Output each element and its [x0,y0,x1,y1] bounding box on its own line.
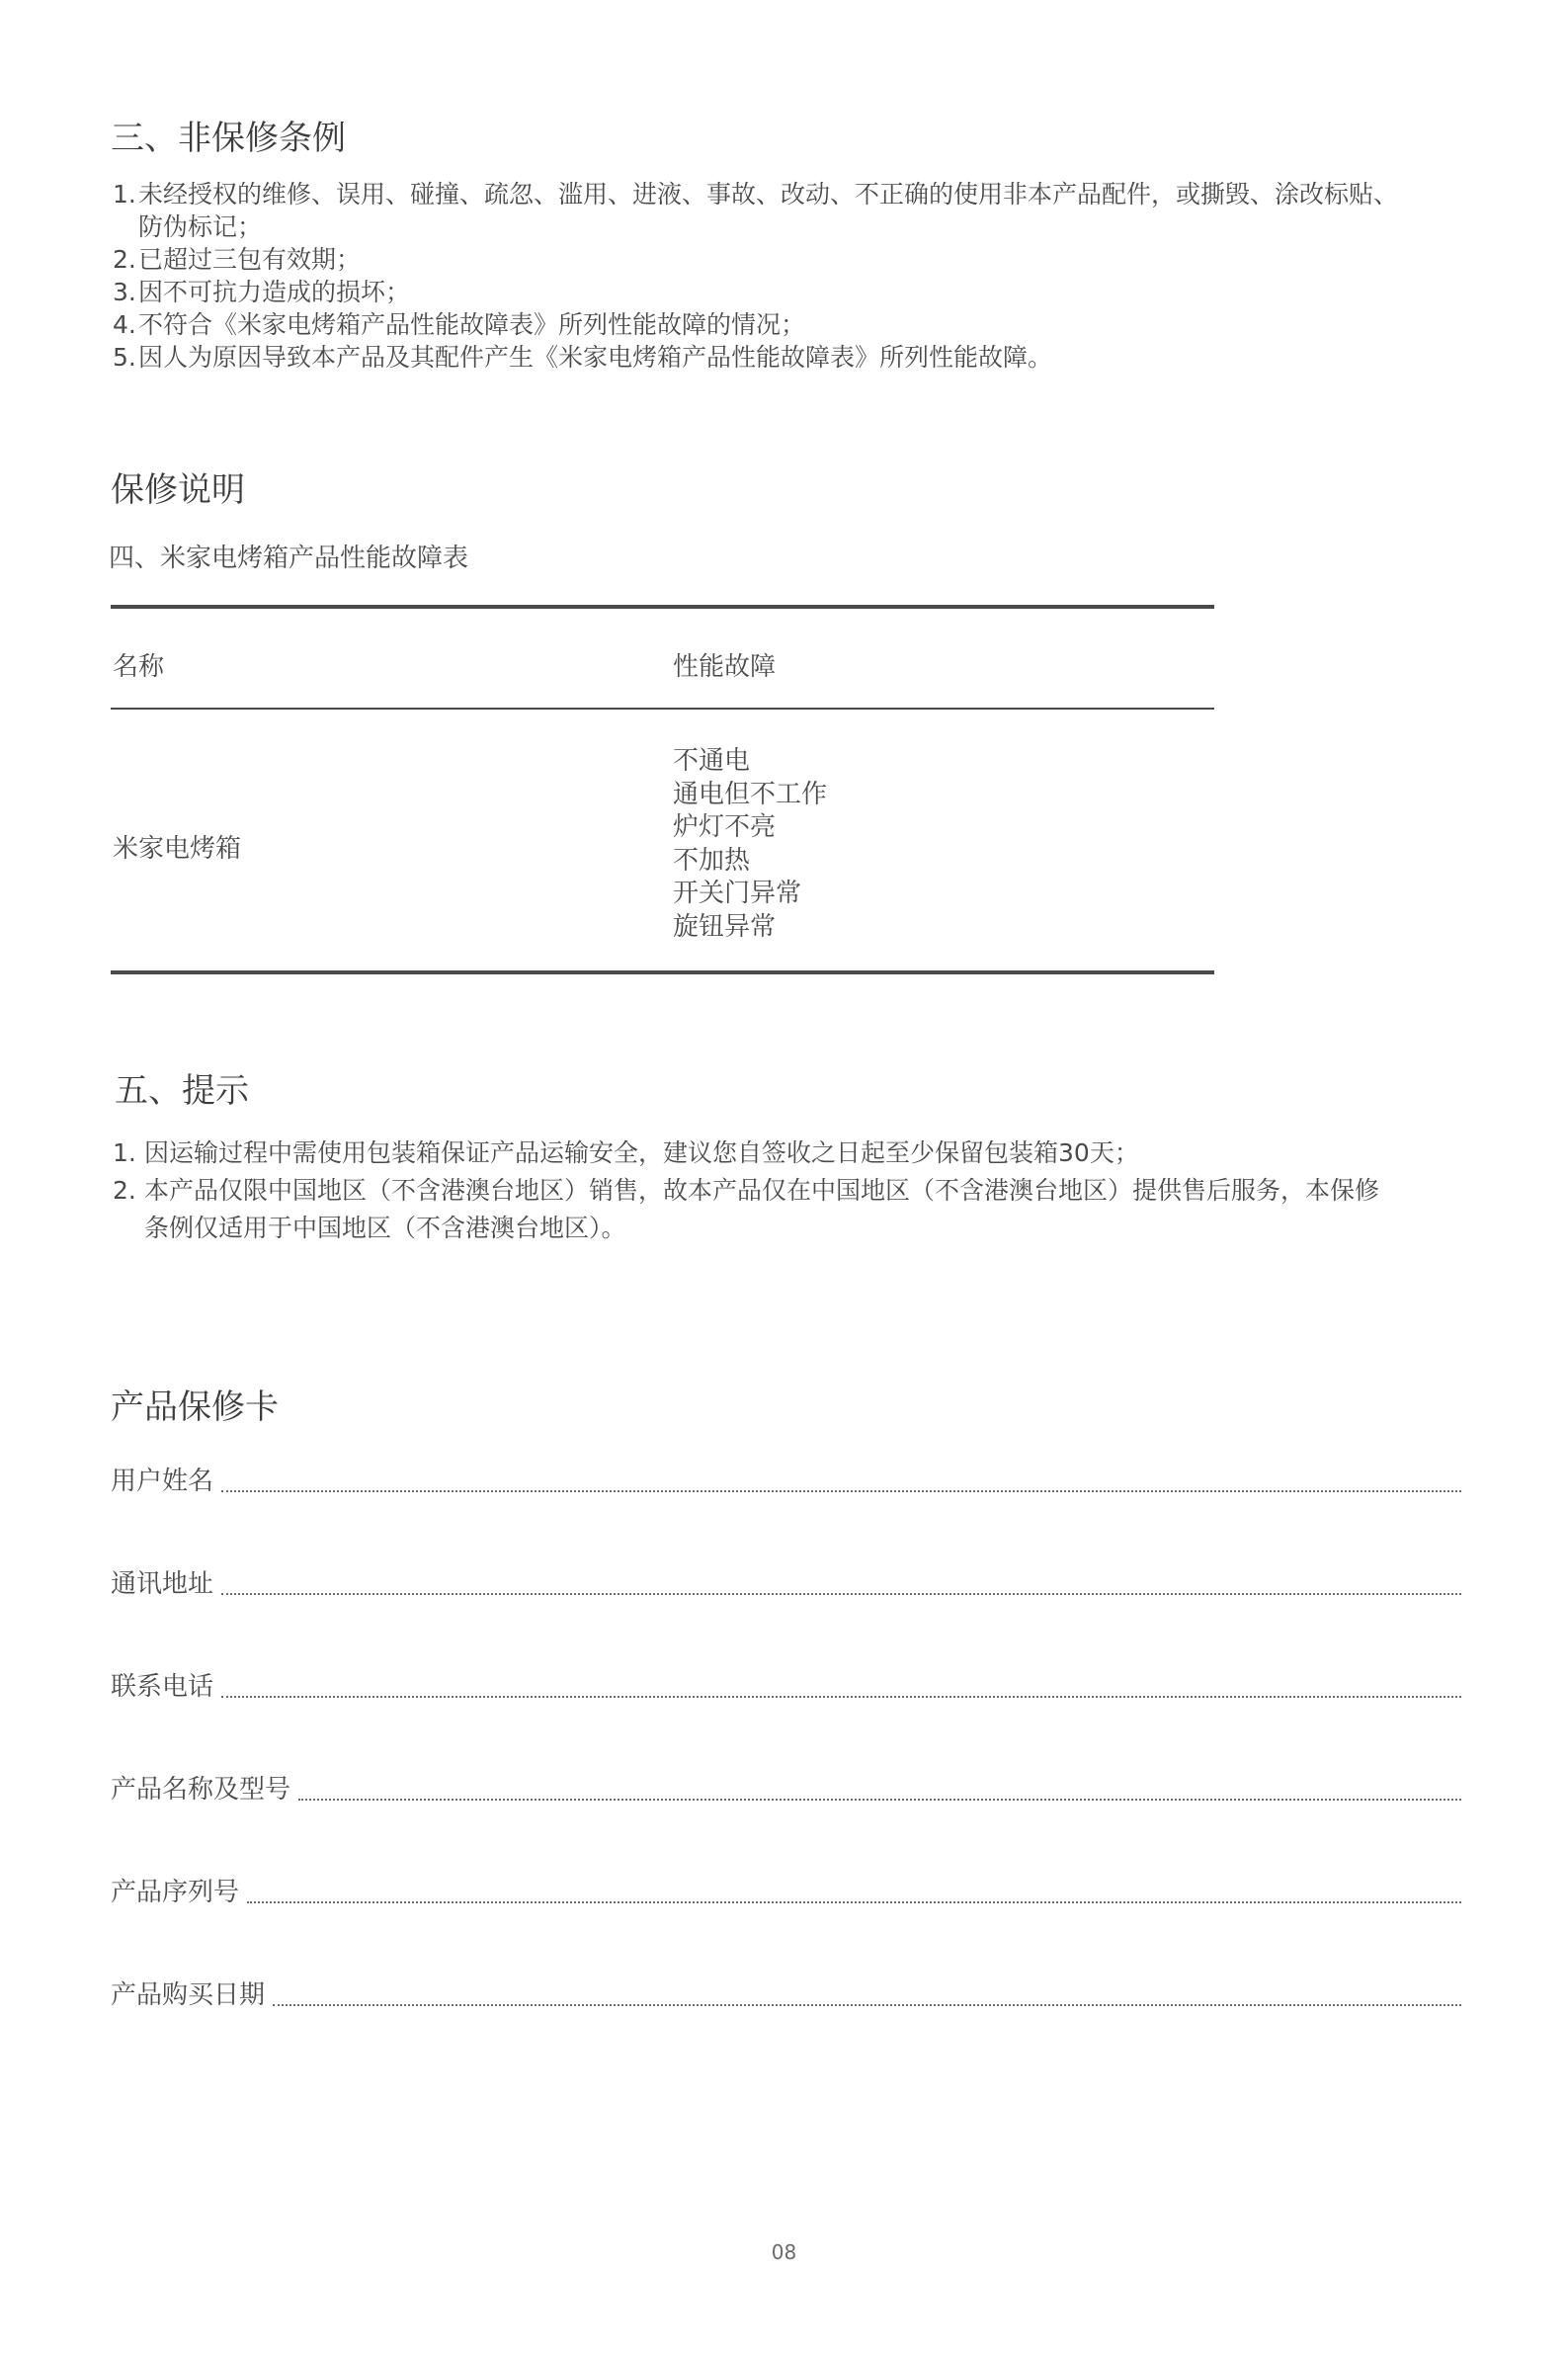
field-phone[interactable] [111,1662,1461,1702]
fill-line[interactable] [298,1798,1461,1801]
list-item-text: 已超过三包有效期； [138,245,362,274]
list-item-number: 1. [113,180,136,209]
fault-item: 炉灯不亮 [673,812,777,842]
list-item-number: 2. [113,1176,136,1205]
table-caption: 四、米家电烤箱产品性能故障表 [109,544,469,573]
list-item-text: 本产品仅限中国地区（不含港澳台地区）销售，故本产品仅在中国地区（不含港澳台地区）提供售后服务，本保修 [144,1176,1380,1205]
field-purchase-date[interactable] [111,1971,1461,2010]
list-item-number: 3. [113,278,136,306]
tips-list [113,1134,1379,1247]
list-item [113,308,1398,341]
field-label: 产品名称及型号 [111,1775,291,1805]
fault-item: 不加热 [673,845,751,876]
fault-list [673,745,827,944]
list-item [113,1172,1379,1247]
list-item-number: 1. [113,1138,136,1167]
field-label: 联系电话 [111,1672,214,1702]
table-header-fault: 性能故障 [673,652,777,682]
list-item-text: 不符合《米家电烤箱产品性能故障表》所列性能故障的情况； [138,310,806,339]
fault-item: 旋钮异常 [673,911,777,942]
section-title-warranty-card: 产品保修卡 [111,1387,279,1427]
list-item [113,276,1398,308]
list-item [113,1134,1379,1172]
field-user-name[interactable] [111,1457,1461,1496]
list-item-number: 5. [113,343,136,372]
table-header-name: 名称 [113,652,165,682]
list-item [113,178,1398,243]
fault-item: 通电但不工作 [673,779,828,809]
table-cell-product: 米家电烤箱 [113,834,242,864]
fill-line[interactable] [221,1695,1461,1698]
fill-line[interactable] [247,1900,1461,1903]
table-header-rule [111,708,1214,710]
page-number: 08 [771,2240,797,2264]
section-title-tips: 五、提示 [115,1071,249,1111]
list-item [113,243,1398,276]
field-label: 产品序列号 [111,1878,240,1907]
list-item-text: 未经授权的维修、误用、碰撞、疏忽、滥用、进液、事故、改动、不正确的使用非本产品配件，或撕毁、涂改标贴、 [138,180,1399,209]
list-item-number: 4. [113,310,136,339]
field-product-model[interactable] [111,1765,1461,1805]
fill-line[interactable] [273,2003,1461,2006]
list-item-text: 因不可抗力造成的损坏； [138,278,411,306]
fill-line[interactable] [221,1489,1461,1492]
field-label: 产品购买日期 [111,1980,266,2010]
section-title-warranty-notes: 保修说明 [111,470,245,510]
non-warranty-list [113,178,1398,374]
fault-item: 开关门异常 [673,879,802,908]
section-title-non-warranty: 三、非保修条例 [111,119,346,158]
field-address[interactable] [111,1559,1461,1599]
fault-item: 不通电 [673,746,751,776]
table-bottom-rule [111,970,1214,974]
list-item-continuation: 条例仅适用于中国地区（不含港澳台地区）。 [144,1214,626,1242]
list-item-continuation: 防伪标记； [138,212,263,241]
table-top-rule [111,605,1214,609]
field-label: 通讯地址 [111,1569,214,1599]
field-label: 用户姓名 [111,1467,214,1496]
list-item-text: 因运输过程中需使用包装箱保证产品运输安全，建议您自签收之日起至少保留包装箱30天； [144,1138,1139,1167]
list-item-text: 因人为原因导致本产品及其配件产生《米家电烤箱产品性能故障表》所列性能故障。 [138,343,1053,372]
fill-line[interactable] [221,1592,1461,1595]
field-serial-number[interactable] [111,1868,1461,1907]
list-item [113,341,1398,374]
list-item-number: 2. [113,245,136,274]
